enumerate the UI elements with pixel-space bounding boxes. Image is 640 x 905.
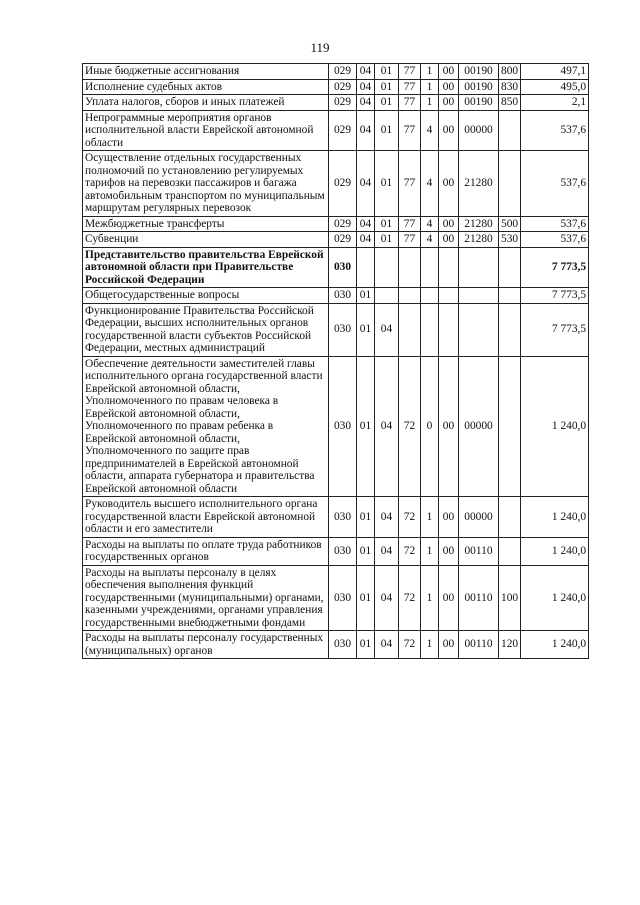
subprogram-code: 1 [421,565,439,631]
item-name: Общегосударственные вопросы [83,288,329,304]
program-code: 77 [399,110,421,151]
pr-code: 01 [375,95,399,111]
program-code: 77 [399,216,421,232]
direction-code: 00 [439,151,459,217]
item-name: Расходы на выплаты по оплате труда работников государственных органов [83,537,329,565]
program-code: 72 [399,537,421,565]
rz-code: 01 [357,565,375,631]
expense-code: 00190 [459,79,499,95]
item-name: Руководитель высшего исполнительного органа государственной власти Еврейской автономной области и его заместители [83,497,329,538]
sum-value: 7 773,5 [521,247,589,288]
pr-code: 01 [375,79,399,95]
expense-code: 00000 [459,497,499,538]
item-name: Непрограммные мероприятия органов исполнительной власти Еврейской автономной области [83,110,329,151]
direction-code: 00 [439,631,459,659]
subprogram-code: 1 [421,631,439,659]
pr-code: 04 [375,565,399,631]
program-code: 77 [399,95,421,111]
program-code: 72 [399,565,421,631]
rz-code [357,247,375,288]
item-name: Уплата налогов, сборов и иных платежей [83,95,329,111]
gr-code: 029 [329,151,357,217]
vr-code [499,151,521,217]
table-row [83,565,589,631]
table-row [83,303,589,356]
sum-value: 2,1 [521,95,589,111]
table-row [83,216,589,232]
table-row [83,356,589,497]
table-row [83,288,589,304]
vr-code [499,497,521,538]
item-name: Осуществление отдельных государственных полномочий по установлению регулируемых тарифов на перевозки пассажиров и багажа автомобильным транспортом по муниципальным маршрутам регулярных перевозок [83,151,329,217]
vr-code [499,110,521,151]
rz-code: 04 [357,95,375,111]
subprogram-code: 0 [421,356,439,497]
sum-value: 1 240,0 [521,356,589,497]
subprogram-code [421,247,439,288]
item-name: Субвенции [83,232,329,248]
item-name: Исполнение судебных актов [83,79,329,95]
pr-code [375,247,399,288]
pr-code: 04 [375,497,399,538]
vr-code [499,288,521,304]
sum-value: 7 773,5 [521,303,589,356]
expense-code: 00000 [459,110,499,151]
table-row [83,497,589,538]
budget-table [82,63,589,659]
direction-code: 00 [439,79,459,95]
direction-code: 00 [439,232,459,248]
subprogram-code [421,303,439,356]
direction-code [439,247,459,288]
sum-value: 537,6 [521,216,589,232]
gr-code: 029 [329,110,357,151]
item-name: Обеспечение деятельности заместителей главы исполнительного органа государственной власти Еврейской автономной области, Уполномоченного по правам человека в Еврейской автономной области, Уполномоченного по правам ребенка в Еврейской автономной области, Уполномоченного по защите прав предпринимателей в Еврейской автономной области, аппарата губернатора и правительства Еврейской автономной области [83,356,329,497]
vr-code [499,303,521,356]
gr-code: 029 [329,95,357,111]
rz-code: 01 [357,497,375,538]
direction-code: 00 [439,497,459,538]
program-code: 77 [399,232,421,248]
direction-code: 00 [439,64,459,80]
item-name: Представительство правительства Еврейской автономной области при Правительстве Российской Федерации [83,247,329,288]
expense-code [459,247,499,288]
gr-code: 029 [329,216,357,232]
direction-code: 00 [439,537,459,565]
sum-value: 1 240,0 [521,631,589,659]
table-body [83,64,589,659]
expense-code: 21280 [459,151,499,217]
gr-code: 030 [329,565,357,631]
vr-code: 100 [499,565,521,631]
expense-code: 21280 [459,232,499,248]
table-row [83,151,589,217]
program-code: 77 [399,79,421,95]
gr-code: 030 [329,288,357,304]
direction-code: 00 [439,110,459,151]
pr-code: 04 [375,631,399,659]
program-code [399,247,421,288]
gr-code: 030 [329,356,357,497]
subprogram-code: 4 [421,110,439,151]
direction-code [439,303,459,356]
vr-code: 500 [499,216,521,232]
sum-value: 495,0 [521,79,589,95]
program-code: 77 [399,64,421,80]
item-name: Функционирование Правительства Российской Федерации, высших исполнительных органов государственной власти субъектов Российской Федерации, местных администраций [83,303,329,356]
vr-code: 830 [499,79,521,95]
rz-code: 04 [357,232,375,248]
subprogram-code [421,288,439,304]
table-row [83,232,589,248]
program-code: 77 [399,151,421,217]
vr-code: 120 [499,631,521,659]
rz-code: 04 [357,79,375,95]
table-row [83,95,589,111]
table-row [83,247,589,288]
rz-code: 04 [357,64,375,80]
expense-code [459,288,499,304]
rz-code: 04 [357,110,375,151]
sum-value: 7 773,5 [521,288,589,304]
sum-value: 537,6 [521,151,589,217]
expense-code: 21280 [459,216,499,232]
subprogram-code: 4 [421,151,439,217]
table-row [83,537,589,565]
pr-code: 04 [375,303,399,356]
gr-code: 030 [329,497,357,538]
direction-code [439,288,459,304]
pr-code [375,288,399,304]
pr-code: 01 [375,151,399,217]
table-row [83,79,589,95]
table-row [83,631,589,659]
rz-code: 01 [357,537,375,565]
pr-code: 04 [375,537,399,565]
program-code [399,303,421,356]
subprogram-code: 4 [421,216,439,232]
sum-value: 497,1 [521,64,589,80]
rz-code: 01 [357,356,375,497]
expense-code [459,303,499,356]
rz-code: 04 [357,151,375,217]
expense-code: 00190 [459,64,499,80]
vr-code: 800 [499,64,521,80]
expense-code: 00110 [459,631,499,659]
expense-code: 00110 [459,537,499,565]
program-code: 72 [399,356,421,497]
rz-code: 04 [357,216,375,232]
vr-code [499,356,521,497]
rz-code: 01 [357,631,375,659]
rz-code: 01 [357,288,375,304]
direction-code: 00 [439,216,459,232]
item-name: Расходы на выплаты персоналу в целях обеспечения выполнения функций государственными (муниципальными) органами, казенными учреждениями, органами управления государственными внебюджетными фондами [83,565,329,631]
pr-code: 01 [375,232,399,248]
program-code: 72 [399,631,421,659]
sum-value: 537,6 [521,232,589,248]
vr-code: 850 [499,95,521,111]
subprogram-code: 1 [421,497,439,538]
gr-code: 029 [329,232,357,248]
page-number: 119 [310,40,330,55]
expense-code: 00000 [459,356,499,497]
gr-code: 029 [329,64,357,80]
vr-code [499,537,521,565]
pr-code: 01 [375,216,399,232]
item-name: Иные бюджетные ассигнования [83,64,329,80]
program-code: 72 [399,497,421,538]
pr-code: 01 [375,110,399,151]
rz-code: 01 [357,303,375,356]
gr-code: 029 [329,79,357,95]
expense-code: 00110 [459,565,499,631]
direction-code: 00 [439,565,459,631]
subprogram-code: 1 [421,537,439,565]
gr-code: 030 [329,631,357,659]
subprogram-code: 1 [421,79,439,95]
gr-code: 030 [329,247,357,288]
direction-code: 00 [439,356,459,497]
table-row [83,64,589,80]
direction-code: 00 [439,95,459,111]
gr-code: 030 [329,303,357,356]
expense-code: 00190 [459,95,499,111]
table-row [83,110,589,151]
subprogram-code: 1 [421,64,439,80]
vr-code: 530 [499,232,521,248]
sum-value: 1 240,0 [521,565,589,631]
item-name: Расходы на выплаты персоналу государственных (муниципальных) органов [83,631,329,659]
item-name: Межбюджетные трансферты [83,216,329,232]
gr-code: 030 [329,537,357,565]
pr-code: 04 [375,356,399,497]
subprogram-code: 1 [421,95,439,111]
vr-code [499,247,521,288]
sum-value: 537,6 [521,110,589,151]
sum-value: 1 240,0 [521,537,589,565]
pr-code: 01 [375,64,399,80]
program-code [399,288,421,304]
sum-value: 1 240,0 [521,497,589,538]
subprogram-code: 4 [421,232,439,248]
